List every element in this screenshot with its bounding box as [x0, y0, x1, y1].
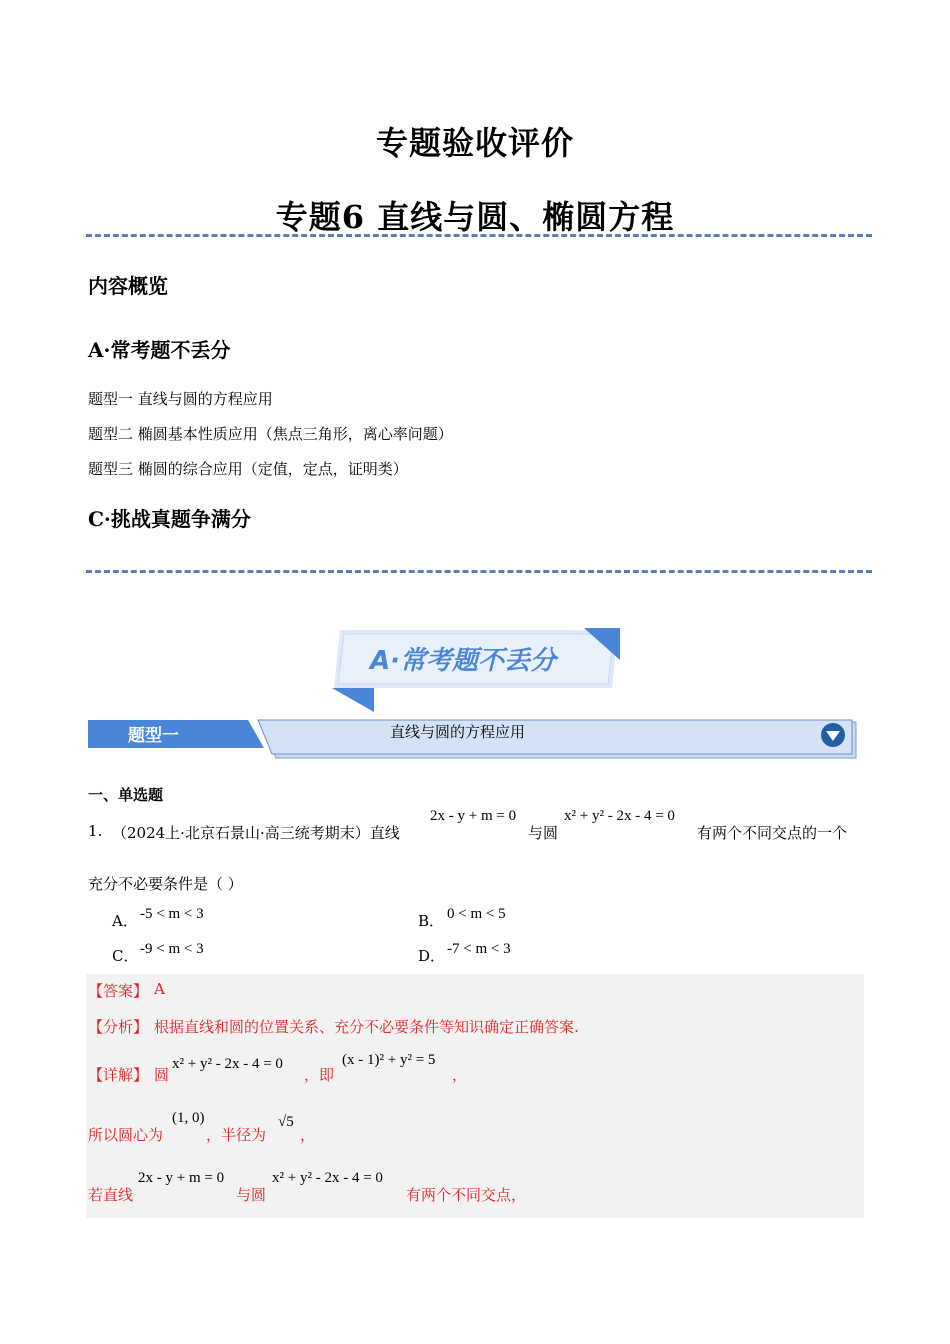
- option-c-label[interactable]: C．: [112, 947, 139, 965]
- if-circle-eq: x² + y² - 2x - 4 = 0: [272, 1170, 383, 1186]
- option-d-text[interactable]: -7 < m < 3: [447, 941, 511, 957]
- detail-eq1: x² + y² - 2x - 4 = 0: [172, 1056, 283, 1072]
- toc-item-1[interactable]: 题型一 直线与圆的方程应用: [88, 390, 273, 408]
- option-a-label[interactable]: A．: [112, 912, 138, 930]
- section-banner: [330, 626, 622, 714]
- option-b-text[interactable]: 0 < m < 5: [447, 906, 506, 922]
- option-d-label[interactable]: D．: [418, 947, 446, 965]
- question-tail: 有两个不同交点的一个: [697, 824, 848, 842]
- option-a-text[interactable]: -5 < m < 3: [140, 906, 204, 922]
- type-tag: 题型一: [128, 726, 179, 746]
- analysis-tag: 【分析】: [88, 1018, 149, 1036]
- toc-item-2[interactable]: 题型二 椭圆基本性质应用（焦点三角形，离心率问题）: [88, 425, 453, 443]
- answer-value: A: [154, 980, 165, 998]
- answer-tag: 【答案】: [88, 982, 149, 1000]
- if-line-eq: 2x - y + m = 0: [138, 1170, 225, 1186]
- overview-heading: 内容概览: [88, 274, 168, 298]
- detail-tag: 【详解】: [88, 1066, 149, 1084]
- page-title: 专题验收评价: [375, 124, 574, 162]
- type-bar[interactable]: [86, 718, 862, 762]
- question-circle-eq: x² + y² - 2x - 4 = 0: [564, 808, 675, 824]
- question-section: 一、单选题: [88, 786, 164, 804]
- detail-mid: ，即: [304, 1066, 335, 1084]
- question-line2: 充分不必要条件是（ ）: [88, 875, 243, 893]
- question-line-eq: 2x - y + m = 0: [430, 808, 517, 824]
- question-mid: 与圆: [528, 824, 559, 842]
- radius-end: ，: [300, 1126, 316, 1144]
- detail-pre: 圆: [154, 1066, 170, 1084]
- question-number: 1.: [88, 822, 103, 840]
- section-a-heading: A·常考题不丢分: [88, 338, 231, 362]
- toc-item-3[interactable]: 题型三 椭圆的综合应用（定值，定点，证明类）: [88, 460, 408, 478]
- section-c-heading: C·挑战真题争满分: [88, 507, 251, 531]
- center-pre: 所以圆心为: [88, 1126, 164, 1144]
- radius-pre: ，半径为: [206, 1126, 267, 1144]
- analysis-text: 根据直线和圆的位置关系、充分不必要条件等知识确定正确答案.: [154, 1018, 579, 1036]
- divider-bottom: [86, 570, 872, 573]
- center-value: (1, 0): [172, 1110, 205, 1126]
- if-mid: 与圆: [236, 1186, 267, 1204]
- banner-label: A·常考题不丢分: [370, 646, 556, 676]
- if-pre: 若直线: [88, 1186, 134, 1204]
- option-b-label[interactable]: B．: [418, 912, 445, 930]
- type-text: 直线与圆的方程应用: [390, 723, 526, 741]
- option-c-text[interactable]: -9 < m < 3: [140, 941, 204, 957]
- detail-eq2: (x - 1)² + y² = 5: [342, 1052, 436, 1068]
- if-end: 有两个不同交点，: [406, 1186, 527, 1204]
- divider-top: [86, 234, 872, 237]
- radius-value: √5: [278, 1114, 294, 1130]
- chevron-down-circle-icon[interactable]: [820, 722, 846, 748]
- detail-end: ，: [452, 1066, 468, 1084]
- question-source: （2024上·北京石景山·高三统考期末）直线: [112, 824, 400, 842]
- topic-title: 专题6 直线与圆、椭圆方程: [275, 198, 675, 236]
